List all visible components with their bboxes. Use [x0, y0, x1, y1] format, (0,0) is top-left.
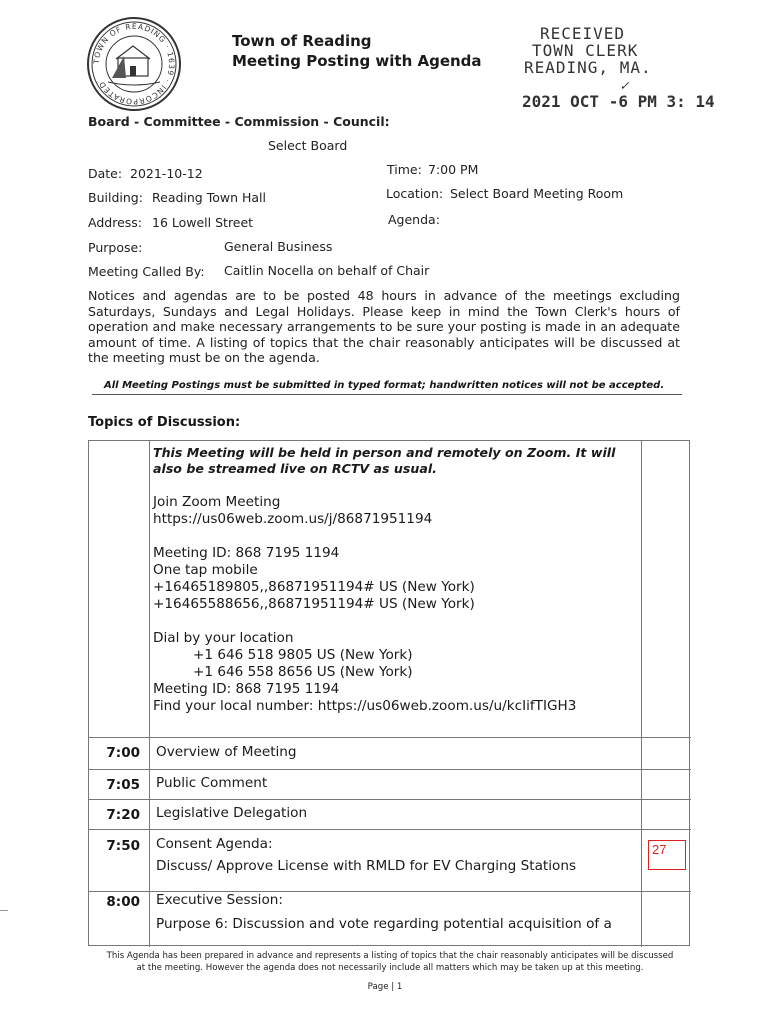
table-col-divider-2 [641, 441, 642, 947]
location-label: Location: [386, 186, 444, 201]
called-by-value: Caitlin Nocella on behalf of Chair [224, 263, 430, 278]
table-row-divider [89, 769, 691, 770]
board-heading: Board - Committee - Commission - Council: [88, 114, 390, 129]
typed-format-notice: All Meeting Postings must be submitted in typed format; handwritten notices will not be accepted. [104, 380, 665, 391]
zoom-intro-line-2: also be streamed live on RCTV as usual. [153, 461, 437, 476]
zoom-find-local[interactable]: Find your local number: https://us06web.zoom.us/u/kcIifTIGH3 [153, 698, 577, 714]
agenda-topic: Public Comment [156, 775, 268, 791]
zoom-one-tap-label: One tap mobile [153, 562, 258, 578]
agenda-label: Agenda: [388, 212, 440, 227]
address-label: Address: [88, 215, 142, 230]
agenda-time: 7:50 [106, 838, 140, 854]
address-value: 16 Lowell Street [152, 215, 254, 230]
divider [92, 394, 682, 395]
zoom-tap-number-1: +16465189805,,86871951194# US (New York) [153, 579, 475, 595]
zoom-intro-line-1: This Meeting will be held in person and remotely on Zoom. It will [153, 445, 616, 460]
date-label: Date: [88, 166, 123, 181]
table-col-divider-1 [149, 441, 150, 947]
posting-notice: Notices and agendas are to be posted 48 hours in advance of the meetings excluding Saturdays, Sundays and Legal Holidays. Please keep in mind the Town Clerk's hours of operation and make necessary arrangements to be sure your posting is made in an adequate amount of time. A listing of topics that the chair reasonably anticipates will be discussed at the meeting must be on the agenda. [88, 288, 680, 366]
agenda-topic: Legislative Delegation [156, 805, 308, 821]
zoom-dial-label: Dial by your location [153, 630, 294, 646]
zoom-tap-number-2: +16465588656,,86871951194# US (New York) [153, 596, 475, 612]
zoom-meeting-id-2: Meeting ID: 868 7195 1194 [153, 681, 340, 697]
stamp-town-clerk: TOWN CLERK [532, 41, 639, 60]
called-by-label: Meeting Called By: [88, 264, 205, 279]
agenda-time: 8:00 [106, 894, 140, 910]
building-value: Reading Town Hall [152, 190, 266, 205]
page-number: Page | 1 [367, 982, 403, 992]
zoom-join-label: Join Zoom Meeting [153, 494, 281, 510]
agenda-subtopic: Discuss/ Approve License with RMLD for EV Charging Stations [156, 858, 577, 874]
stamp-datetime: 2021 OCT -6 PM 3: 14 [522, 92, 715, 111]
location-value: Select Board Meeting Room [450, 186, 624, 201]
table-row-divider [89, 799, 691, 800]
purpose-label: Purpose: [88, 240, 143, 255]
title-line-2: Meeting Posting with Agenda [232, 52, 482, 70]
zoom-info [153, 445, 633, 715]
board-name: Select Board [268, 138, 348, 153]
footer-line-2: at the meeting. However the agenda does not necessarily include all matters which may be taken up at this meeting. [136, 963, 644, 973]
footer-disclaimer [90, 950, 690, 974]
title-line-1: Town of Reading [232, 32, 372, 50]
stamp-initials: ✓ [620, 78, 630, 94]
purpose-value: General Business [224, 239, 333, 254]
time-value: 7:00 PM [428, 162, 479, 177]
agenda-topic: Overview of Meeting [156, 744, 297, 760]
building-label: Building: [88, 190, 143, 205]
agenda-topic: Executive Session: [156, 892, 283, 908]
zoom-join-url[interactable]: https://us06web.zoom.us/j/86871951194 [153, 511, 433, 527]
zoom-dial-number-2: +1 646 558 8656 US (New York) [193, 664, 413, 680]
zoom-meeting-id: Meeting ID: 868 7195 1194 [153, 545, 340, 561]
footer-line-1: This Agenda has been prepared in advance and represents a listing of topics that the chair reasonably anticipates will be discussed [106, 951, 674, 961]
svg-text:TOWN OF READING · 1639 · INCOR: TOWN OF READING · 1639 · INCORPORATED [91, 21, 177, 107]
agenda-time: 7:00 [106, 745, 140, 761]
agenda-time: 7:05 [106, 777, 140, 793]
stamp-reading: READING, MA. [524, 58, 652, 77]
agenda-topic: Consent Agenda: [156, 836, 273, 852]
town-seal-logo [86, 16, 182, 112]
agenda-subtopic: Purpose 6: Discussion and vote regarding potential acquisition of a [156, 916, 612, 932]
stamp-received: RECEIVED [540, 24, 626, 43]
table-row-divider [89, 829, 691, 830]
topics-heading: Topics of Discussion: [88, 415, 241, 430]
page-number-badge: 27 [648, 840, 686, 870]
date-value: 2021-10-12 [130, 166, 203, 181]
page-title [232, 31, 482, 71]
zoom-dial-number-1: +1 646 518 9805 US (New York) [193, 647, 413, 663]
margin-mark [0, 910, 8, 911]
time-label: Time: [387, 162, 422, 177]
agenda-time: 7:20 [106, 807, 140, 823]
table-row-divider [89, 737, 691, 738]
